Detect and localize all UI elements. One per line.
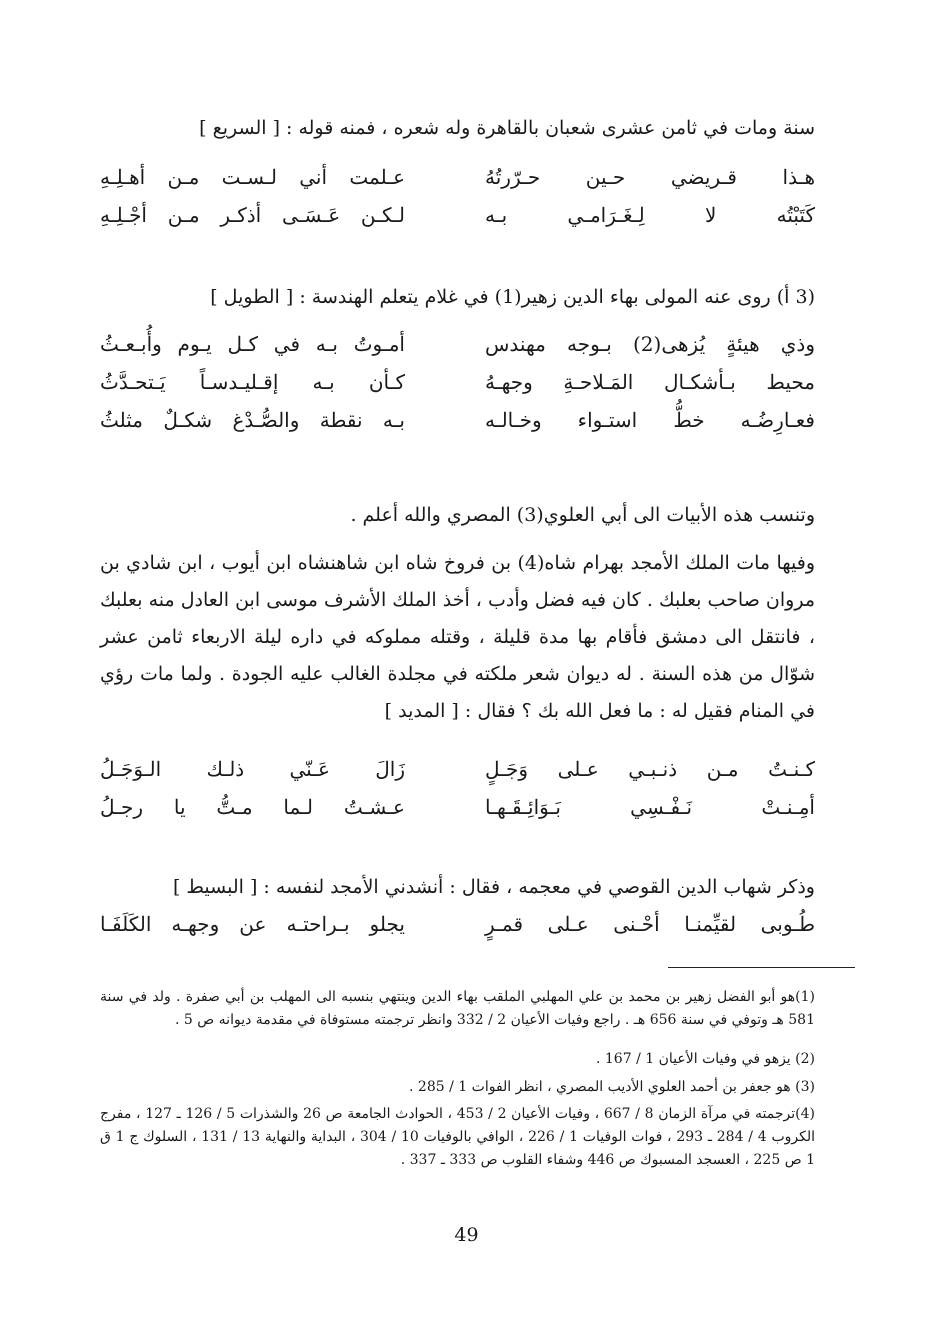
poem1-verse-1 [100,165,815,199]
poem4-verse-1 [100,912,815,946]
hemistich-first: كـنـتُ مـن ذنـبـي عـلى وَجَـلٍ [485,757,815,781]
hemistich-first: فعـارِضُـه خطُّ استـواء وخـالـه [485,408,815,432]
poem2-verse-3 [100,408,815,442]
hemistich-first: وذي هيئةٍ يُزهى(2) بـوجه مهندس [485,332,815,356]
hemistich-first: محيط بـأشكـال المَـلاحـةِ وجهـهُ [485,370,815,394]
footnote-divider [668,967,855,968]
page-number: 49 [454,1224,479,1246]
footnote-1: (1)هو أبو الفضل زهير بن محمد بن علي المهلبي الملقب بهاء الدين وينتهي بنسبه الى المهلب بن أبي صفرة . ولد في سنة 581 هـ وتوفي في سنة 656 هـ . راجع وفيات الأعيان 2 / 332 وانظر ترجمته مستوفاة في مقدمة ديوانه ص 5 . [100,989,815,1028]
hemistich-first: كَتَبْتُه لا لِـغَـرَامـي بـه [485,203,815,227]
hemistich-second: أمـوتُ بـه في كـل يـوم وأُبـعـثُ [100,332,405,356]
intro-line: سنة ومات في ثامن عشرى شعبان بالقاهرة وله شعره ، فمنه قوله : [ السريع ] [199,117,815,139]
hemistich-second: كـأن بـه إقـليـدسـاً يَـتحـدَّثُ [100,370,405,394]
main-paragraph: وفيها مات الملك الأمجد بهرام شاه(4) بن فروخ شاه ابن شاهنشاه ابن أيوب ، ابن شادي بن مروان صاحب بعلبك . كان فيه فضل وأدب ، أخذ الملك الأشرف موسى ابن العادل منه بعلبك ، فانتقل الى دمشق فأقام بها مدة قليلة ، وقتله مملوكه في داره ليلة الاربعاء ثامن عشر شوّال من هذه السنة . له ديوان شعر ملكته في مجلدة الغالب عليه الجودة . ولما مات رؤي في المنام فقيل له : ما فعل الله بك ؟ فقال : [ المديد ] [100,552,816,722]
hemistich-second: يجلو بـراحتـه عن وجهـه الكَلَفَـا [100,912,405,936]
hemistich-second: عـلمت أني لـسـت مـن أهـلِـهِ [100,165,405,189]
hemistich-first: أمِـنـتْ نَـفْـسِي بَـوَائِـقَـهـا [485,795,815,819]
hemistich-first: طُـوبى لقيِّمنـا أحْـنى عـلى قمـرٍ [485,912,815,936]
footnote-2: (2) يزهو في وفيات الأعيان 1 / 167 . [595,1051,815,1067]
poem3-verse-2 [100,795,815,829]
poem2-verse-2 [100,370,815,404]
footnote-4: (4)ترجمته في مرآة الزمان 8 / 667 ، وفيات الأعيان 2 / 453 ، الحوادث الجامعة ص 26 والشذرات 5 / 126 ـ 127 ، مفرج الكروب 4 / 284 ـ 293 ، فوات الوفيات 1 / 226 ، الوافي بالوفيات 10 / 304 ، البداية والنهاية 13 / 131 ، السلوك ج 1 ق 1 ص 225 ، العسجد المسبوك ص 446 وشفاء القلوب ص 333 ـ 337 . [100,1106,815,1168]
hemistich-second: زَالَ عَـنّي ذلـك الـوَجَـلُ [100,757,405,781]
hemistich-second: لـكـن عَـسَـى أذكـر مـن أجْـلِـهِ [100,203,405,227]
poem3-verse-1 [100,757,815,791]
poem2-verse-1 [100,332,815,366]
poem1-verse-2 [100,203,815,237]
hemistich-first: هـذا قـريضي حـين حـرّرتُهُ [485,165,815,189]
footnote-3: (3) هو جعفر بن أحمد العلوي الأديب المصري ، انظر الفوات 1 / 285 . [409,1079,815,1095]
intro2-line: (3 أ) روى عنه المولى بهاء الدين زهير(1) في غلام يتعلم الهندسة : [ الطويل ] [210,286,815,308]
attribution-line: وتنسب هذه الأبيات الى أبي العلوي(3) المصري والله أعلم . [350,504,815,526]
intro3-line: وذكر شهاب الدين القوصي في معجمه ، فقال : أنشدني الأمجد لنفسه : [ البسيط ] [172,876,815,898]
hemistich-second: بـه نقطة والصُّـدْغ شكـلٌ مثلثُ [100,408,405,432]
hemistich-second: عـشـتُ لـما مـتُّ يا رجـلُ [100,795,405,819]
